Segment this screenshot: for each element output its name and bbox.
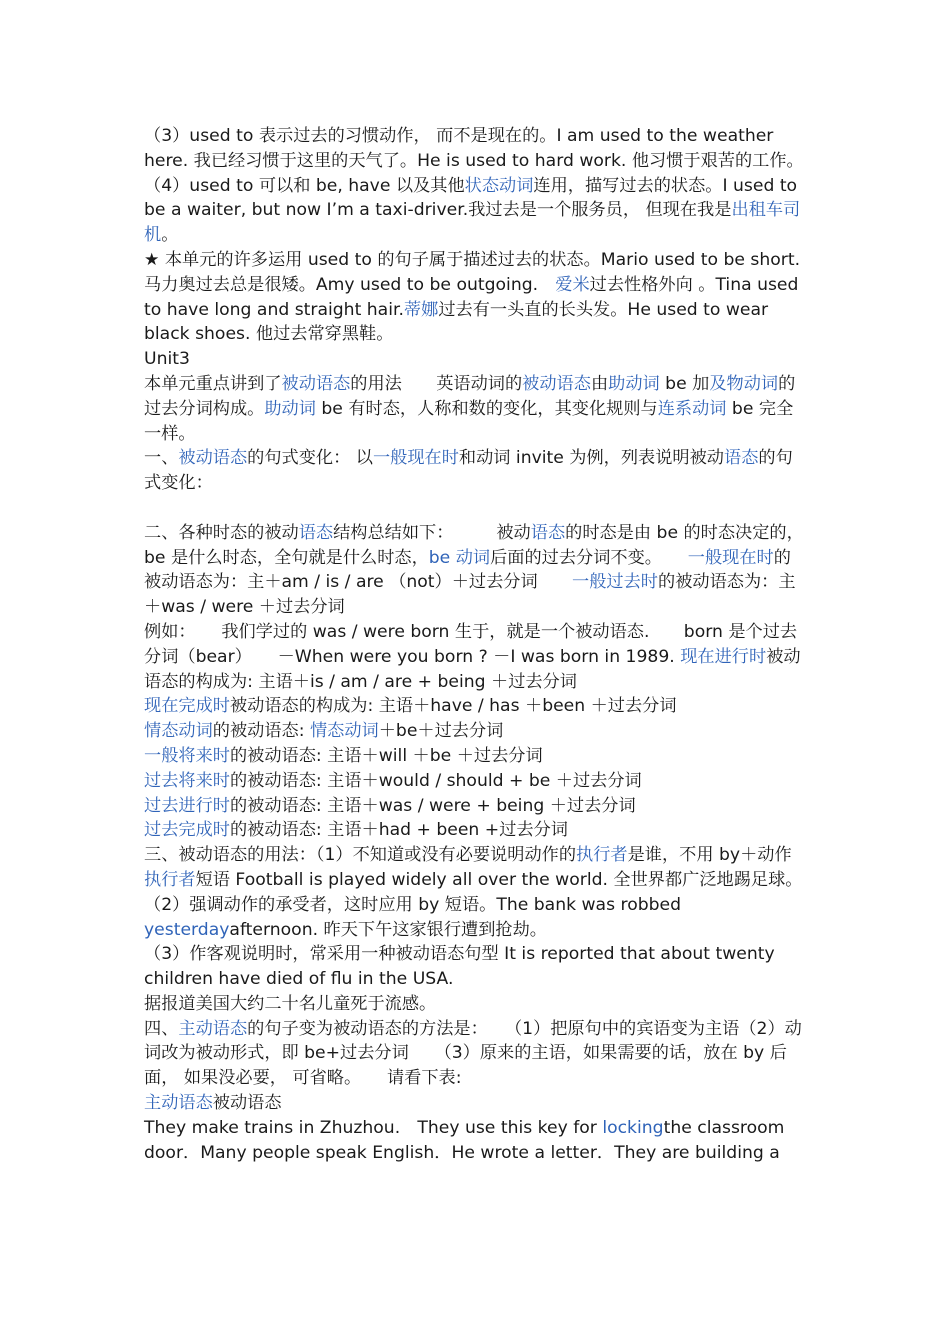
text-run: Unit3 (144, 349, 190, 370)
text-run: afternoon. 昨天下午这家银行遭到抢劫。 (229, 919, 547, 940)
hyperlink[interactable]: 被动语态 (281, 373, 351, 394)
paragraph (144, 620, 808, 694)
paragraph (144, 1017, 808, 1091)
hyperlink[interactable]: 连系动词 (657, 398, 727, 419)
hyperlink[interactable]: 主动语态 (178, 1018, 248, 1039)
hyperlink[interactable]: 主动语态 (144, 1093, 213, 1114)
blank-line (144, 496, 808, 521)
hyperlink[interactable]: 执行者 (144, 869, 196, 890)
hyperlink[interactable]: 状态动词 (464, 175, 534, 196)
text-run: 的句式变化： (144, 448, 793, 494)
hyperlink[interactable]: 助动词 (264, 398, 316, 419)
text-run: 的被动语态为：主＋was / were ＋过去分词 (144, 572, 796, 618)
hyperlink[interactable]: 过去将来时 (144, 770, 230, 791)
hyperlink[interactable]: 及物动词 (709, 373, 779, 394)
paragraph (144, 843, 808, 893)
text-run: 过去有一头直的长头发。He used to wear black shoes. 他过去常穿黑鞋。 (144, 299, 769, 345)
hyperlink[interactable]: 语态 (530, 522, 566, 543)
text-run: 的过去分词构成。 (144, 373, 796, 419)
text-run: 被动语态 (212, 1093, 282, 1114)
hyperlink[interactable]: 过去进行时 (144, 795, 230, 816)
paragraph (144, 1116, 808, 1166)
paragraph (144, 769, 808, 794)
paragraph (144, 794, 808, 819)
hyperlink[interactable]: 一般将来时 (144, 745, 230, 766)
hyperlink[interactable]: 过去完成时 (144, 820, 230, 841)
text-run: 的被动语态: 主语＋would / should + be ＋过去分词 (229, 770, 642, 791)
text-run: 的被动语态: 主语＋will ＋be ＋过去分词 (229, 745, 543, 766)
paragraph (144, 446, 808, 496)
hyperlink[interactable]: 现在进行时 (680, 646, 767, 667)
text-run: 的句子变为被动语态的方法是： （1）把原句中的宾语变为主语（2）动词改为被动形式，即 be+过去分词 （3）原来的主语，如果需要的话，放在 by 后面， 如果没必要， 可省略。 请看下表: (144, 1018, 802, 1089)
hyperlink[interactable]: 执行者 (576, 845, 628, 866)
text-run: 连用，描写过去的状态。I used to be a waiter, but now I’m a taxi-driver.我过去是一个服务员， 但现在我是 (144, 175, 798, 221)
text-run: 。 (161, 225, 179, 246)
hyperlink[interactable]: 爱米 (555, 274, 590, 295)
text-run: 三、被动语态的用法：（1）不知道或没有必要说明动作的 (144, 845, 577, 866)
text-run: 和动词 invite 为例，列表说明被动 (458, 448, 724, 469)
hyperlink[interactable]: 被动语态 (178, 448, 248, 469)
text-run: 本单元重点讲到了 (144, 373, 282, 394)
text-run: 结构总结如下： 被动 (333, 522, 531, 543)
paragraph (144, 521, 808, 620)
paragraph (144, 174, 808, 248)
text-run: 的时态是由 be 的时态决定的，be 是什么时态，全句就是什么时态， (144, 522, 804, 568)
text-run: （2）强调动作的承受者，这时应用 by 短语。The bank was robbed (144, 894, 682, 915)
text-run: 的被动语态: 主语＋was / were + being ＋过去分词 (229, 795, 636, 816)
text-run: 被动语态的构成为: 主语＋have / has ＋been ＋过去分词 (229, 696, 677, 717)
text-run: 据报道美国大约二十名儿童死于流感。 (144, 993, 437, 1014)
hyperlink[interactable]: 出租车司机 (144, 200, 801, 246)
hyperlink[interactable]: 情态动词 (144, 721, 213, 742)
text-run: 四、 (144, 1018, 179, 1039)
paragraph (144, 893, 808, 943)
paragraph (144, 347, 808, 372)
paragraph (144, 372, 808, 446)
hyperlink[interactable]: 语态 (724, 448, 759, 469)
text-run: be 完全一样。 (144, 398, 794, 444)
document-body (144, 124, 818, 1165)
text-run: 的被动语态: (212, 721, 310, 742)
paragraph (144, 124, 808, 174)
text-run: 的被动语态为：主＋am / is / are （not）＋过去分词 (144, 547, 791, 593)
text-run: 短语 Football is played widely all over the world. 全世界都广泛地踢足球。 (195, 869, 803, 890)
hyperlink[interactable]: 现在完成时 (144, 696, 230, 717)
text-run: 二、各种时态的被动 (144, 522, 299, 543)
text-run: 例如： 我们学过的 was / were born 生于，就是一个被动语态. born 是个过去分词（bear） －When were you born ? －I was born in 1989. (144, 621, 798, 667)
text-run: 过去性格外向 。Tina used to have long and straight hair. (144, 274, 799, 320)
paragraph (144, 248, 818, 347)
paragraph (144, 694, 808, 719)
hyperlink[interactable]: be 动词 (428, 547, 491, 568)
hyperlink[interactable]: 情态动词 (309, 721, 379, 742)
text-run: 的句式变化： 以 (247, 448, 373, 469)
text-run: be 加 (659, 373, 710, 394)
hyperlink[interactable]: 蒂娜 (403, 299, 439, 320)
hyperlink[interactable]: yesterday (144, 919, 230, 940)
paragraph (144, 744, 808, 769)
text-run: 的被动语态: 主语＋had + been +过去分词 (229, 820, 568, 841)
text-run: 后面的过去分词不变。 (490, 547, 688, 568)
hyperlink[interactable]: 语态 (298, 522, 334, 543)
text-run: be 有时态，人称和数的变化，其变化规则与 (315, 398, 658, 419)
text-run: 由 (590, 373, 609, 394)
paragraph (144, 719, 808, 744)
text-run: 的用法 英语动词的 (350, 373, 523, 394)
hyperlink[interactable]: 一般过去时 (572, 572, 658, 593)
text-run: （4）used to 可以和 be, have 以及其他 (144, 175, 465, 196)
paragraph (144, 942, 808, 992)
paragraph (144, 992, 808, 1017)
text-run: ★ 本单元的许多运用 used to 的句子属于描述过去的状态。Mario used to be short. 马力奥过去总是很矮。Amy used to be outgoing. (144, 249, 818, 295)
text-run: the classroom door．Many people speak English．He wrote a letter．They are building a (144, 1117, 785, 1163)
text-run: 一、 (144, 448, 179, 469)
hyperlink[interactable]: 一般现在时 (687, 547, 774, 568)
hyperlink[interactable]: 助动词 (608, 373, 660, 394)
paragraph (144, 818, 808, 843)
text-run: ＋be＋过去分词 (378, 721, 504, 742)
text-run: 是谁，不用 by＋动作 (627, 845, 792, 866)
paragraph (144, 1091, 808, 1116)
text-run: They make trains in Zhuzhou. They use this key for (144, 1117, 603, 1138)
hyperlink[interactable]: 一般现在时 (372, 448, 459, 469)
text-run: （3）作客观说明时，常采用一种被动语态句型 It is reported that about twenty children have died of flu in the USA. (144, 944, 775, 990)
text-run: 被动语态的构成为: 主语＋is / am / are + being ＋过去分词 (144, 646, 801, 692)
text-run: （3）used to 表示过去的习惯动作， 而不是现在的。I am used to the weather here. 我已经习惯于这里的天气了。He is used to hard work. 他习惯于艰苦的工作。 (144, 126, 804, 171)
hyperlink[interactable]: locking (602, 1117, 664, 1138)
hyperlink[interactable]: 被动语态 (522, 373, 591, 394)
